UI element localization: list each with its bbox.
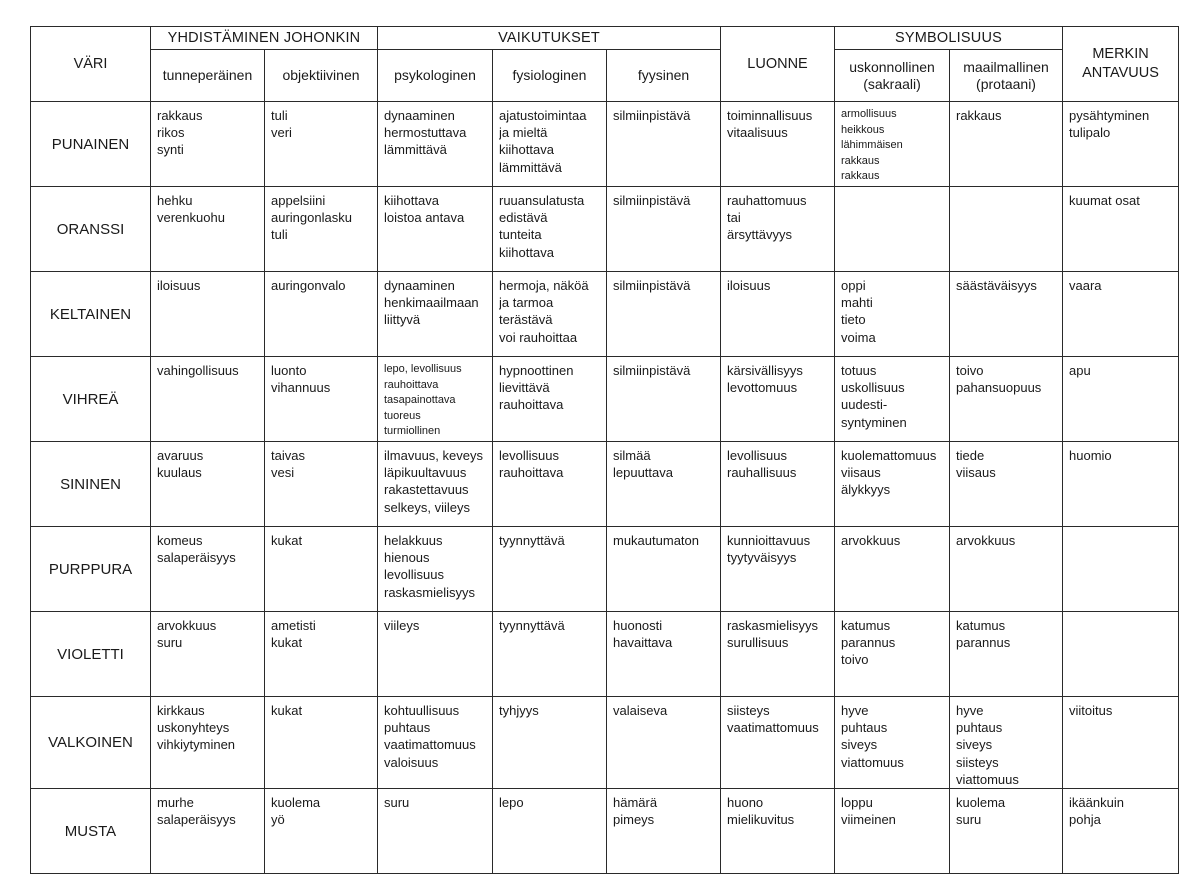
cell-line: uskonyhteys [157, 720, 230, 736]
cell-fysiologinen [493, 697, 607, 789]
cell-fysiologinen [493, 102, 607, 187]
cell-uskonnollinen [835, 697, 950, 789]
cell-fyysinen [607, 612, 721, 697]
cell-line: kiihottava [384, 193, 439, 208]
cell-line: levollisuus [727, 448, 787, 463]
cell-line: iloisuus [157, 278, 201, 293]
header-maailmallinen [950, 50, 1063, 102]
header-yhdistaminen: YHDISTÄMINEN JOHONKIN [151, 27, 378, 50]
cell-luonne [721, 272, 835, 357]
cell-line: rakkaus [157, 108, 203, 123]
header-tunneperainen: tunneperäinen [151, 50, 265, 102]
cell-line: rakastettavuus [384, 482, 469, 498]
cell-line: siisteys [727, 703, 770, 718]
cell-luonne [721, 789, 835, 874]
cell-line: salaperäisyys [157, 812, 236, 828]
cell-line: rakkaus [841, 170, 880, 182]
cell-maailmallinen [950, 442, 1063, 527]
cell-line: helakkuus [384, 533, 443, 548]
cell-fysiologinen [493, 272, 607, 357]
cell-maailmallinen [950, 612, 1063, 697]
cell-line: rauhallisuus [727, 465, 797, 481]
cell-merkin [1063, 789, 1179, 874]
cell-line: loistoa antava [384, 210, 465, 226]
cell-line: kiihottava [499, 142, 554, 158]
table-row [31, 272, 1179, 357]
cell-line: viisaus [841, 465, 881, 481]
cell-line: viattomuus [841, 754, 904, 770]
cell-line: katumus [841, 618, 891, 633]
cell-line: tyytyväisyys [727, 550, 797, 566]
cell-line: rauhoittava [499, 397, 564, 413]
header-symbolisuus: SYMBOLISUUS [835, 27, 1063, 50]
cell-line: hienous [384, 550, 430, 566]
cell-tunneperainen [151, 187, 265, 272]
cell-uskonnollinen [835, 102, 950, 187]
cell-line: valoisuus [384, 754, 439, 770]
cell-line: ruuansulatusta [499, 193, 585, 208]
cell-line: kuolemattomuus [841, 448, 937, 463]
cell-uskonnollinen [835, 357, 950, 442]
cell-line: taivas [271, 448, 305, 463]
cell-line: tyhjyys [499, 703, 539, 718]
cell-psykologinen [378, 527, 493, 612]
cell-objektiivinen [265, 612, 378, 697]
cell-line: ilmavuus, keveys [384, 448, 483, 463]
cell-line: yö [271, 812, 285, 828]
cell-line: kirkkaus [157, 703, 205, 718]
header-merkin-antavuus [1063, 27, 1179, 102]
cell-line: suru [956, 812, 982, 828]
cell-line: kuumat osat [1069, 193, 1140, 208]
cell-line: kiihottava [499, 244, 554, 260]
cell-line: puhtaus [956, 720, 1003, 736]
header-merkin-line2: ANTAVUUS [1082, 65, 1159, 81]
cell-line: viitoitus [1069, 703, 1113, 718]
cell-line: tyynnyttävä [499, 533, 565, 548]
cell-line: suru [384, 795, 410, 811]
cell-line: raskasmielisyys [727, 618, 819, 633]
cell-line: lähimmäisen [841, 139, 903, 151]
cell-line: valaiseva [613, 703, 668, 718]
header-objektiivinen: objektiivinen [265, 50, 378, 102]
cell-line: salaperäisyys [157, 550, 236, 566]
cell-fysiologinen [493, 527, 607, 612]
cell-line: ikäänkuin [1069, 795, 1124, 811]
cell-line: tieto [841, 312, 866, 328]
cell-line: auringonvalo [271, 278, 346, 293]
cell-line: havaittava [613, 635, 673, 651]
cell-line: parannus [956, 635, 1011, 651]
cell-line: voi rauhoittaa [499, 329, 578, 345]
cell-line: kukat [271, 635, 303, 651]
cell-luonne [721, 612, 835, 697]
cell-line: liittyvä [384, 312, 421, 328]
cell-line: tyynnyttävä [499, 618, 565, 633]
cell-line: huono [727, 795, 764, 811]
table-row [31, 789, 1179, 874]
color-name: VIOLETTI [31, 612, 151, 697]
cell-uskonnollinen [835, 187, 950, 272]
cell-luonne [721, 102, 835, 187]
cell-line: hyve [956, 703, 984, 718]
cell-line: pimeys [613, 812, 655, 828]
cell-line: silmää [613, 448, 651, 463]
cell-psykologinen [378, 697, 493, 789]
cell-line: raskasmielisyys [384, 584, 476, 600]
table-row [31, 442, 1179, 527]
cell-line: tulipalo [1069, 125, 1111, 141]
cell-fyysinen [607, 187, 721, 272]
cell-line: vitaalisuus [727, 125, 788, 141]
header-fyysinen: fyysinen [607, 50, 721, 102]
cell-line: älykkyys [841, 482, 891, 498]
cell-line: viimeinen [841, 812, 896, 828]
cell-fysiologinen [493, 187, 607, 272]
cell-line: iloisuus [727, 278, 771, 293]
header-vari: VÄRI [31, 27, 151, 102]
cell-psykologinen [378, 357, 493, 442]
color-name: PURPPURA [31, 527, 151, 612]
cell-line: pysähtyminen [1069, 108, 1150, 123]
cell-line: lepo, levollisuus [384, 363, 462, 375]
cell-line: kuolema [956, 795, 1006, 811]
cell-line: apu [1069, 363, 1091, 378]
header-fysiologinen: fysiologinen [493, 50, 607, 102]
cell-luonne [721, 187, 835, 272]
cell-line: voima [841, 329, 876, 345]
color-name: PUNAINEN [31, 102, 151, 187]
header-maailmallinen-line2: (protaani) [976, 75, 1036, 92]
cell-psykologinen [378, 102, 493, 187]
cell-line: viattomuus [956, 771, 1019, 787]
cell-line: ja mieltä [499, 125, 548, 141]
cell-line: lämmittävä [499, 159, 562, 175]
table-row [31, 612, 1179, 697]
cell-psykologinen [378, 612, 493, 697]
cell-merkin [1063, 442, 1179, 527]
cell-line: kohtuullisuus [384, 703, 460, 718]
cell-line: ja tarmoa [499, 295, 554, 311]
cell-line: kärsivällisyys [727, 363, 803, 378]
cell-fyysinen [607, 102, 721, 187]
cell-objektiivinen [265, 272, 378, 357]
table-row [31, 357, 1179, 442]
table-row [31, 527, 1179, 612]
cell-line: tai [727, 210, 741, 226]
cell-line: levollisuus [384, 567, 444, 583]
cell-objektiivinen [265, 357, 378, 442]
cell-line: silmiinpistävä [613, 193, 691, 208]
cell-line: arvokkuus [157, 618, 217, 633]
cell-line: auringonlasku [271, 210, 352, 226]
header-merkin-line1: MERKIN [1092, 46, 1149, 62]
cell-line: levottomuus [727, 380, 798, 396]
color-name: VALKOINEN [31, 697, 151, 789]
cell-line: vihkiytyminen [157, 737, 236, 753]
cell-line: läpikuultavuus [384, 465, 467, 481]
cell-psykologinen [378, 442, 493, 527]
cell-line: tuoreus [384, 409, 421, 422]
cell-objektiivinen [265, 789, 378, 874]
cell-tunneperainen [151, 697, 265, 789]
cell-psykologinen [378, 187, 493, 272]
cell-line: lievittävä [499, 380, 550, 396]
cell-merkin [1063, 697, 1179, 789]
header-luonne: LUONNE [721, 27, 835, 102]
cell-fysiologinen [493, 442, 607, 527]
cell-merkin [1063, 272, 1179, 357]
cell-line: hyve [841, 703, 869, 718]
cell-line: rakkaus [841, 154, 880, 167]
cell-merkin [1063, 357, 1179, 442]
cell-line: rauhoittava [499, 465, 564, 481]
cell-line: huomio [1069, 448, 1112, 463]
header-maailmallinen-line1: maailmallinen [963, 58, 1049, 75]
cell-line: silmiinpistävä [613, 363, 691, 378]
cell-uskonnollinen [835, 442, 950, 527]
cell-line: katumus [956, 618, 1006, 633]
cell-line: viileys [384, 618, 420, 633]
header-uskonnollinen [835, 50, 950, 102]
cell-line: oppi [841, 278, 866, 293]
cell-line: vaatimattomuus [727, 720, 819, 736]
cell-maailmallinen [950, 102, 1063, 187]
cell-maailmallinen [950, 272, 1063, 357]
cell-merkin [1063, 102, 1179, 187]
cell-line: tuli [271, 108, 288, 123]
cell-maailmallinen [950, 187, 1063, 272]
cell-line: lepuuttava [613, 465, 673, 481]
cell-fysiologinen [493, 357, 607, 442]
cell-line: vihannuus [271, 380, 331, 396]
cell-line: synti [157, 142, 184, 158]
cell-line: siisteys [956, 754, 999, 770]
cell-line: rakkaus [956, 108, 1002, 123]
color-name: KELTAINEN [31, 272, 151, 357]
cell-psykologinen [378, 789, 493, 874]
cell-tunneperainen [151, 272, 265, 357]
cell-line: kuulaus [157, 465, 202, 481]
cell-line: turmiollinen [384, 425, 441, 437]
cell-line: toiminnallisuus [727, 108, 813, 123]
cell-line: pohja [1069, 812, 1101, 828]
cell-line: levollisuus [499, 448, 559, 463]
cell-line: edistävä [499, 210, 548, 226]
cell-fyysinen [607, 357, 721, 442]
table-body [31, 102, 1179, 874]
cell-line: syntyminen [841, 414, 907, 430]
cell-tunneperainen [151, 357, 265, 442]
cell-line: kukat [271, 703, 303, 718]
cell-line: dynaaminen [384, 108, 455, 123]
cell-luonne [721, 697, 835, 789]
cell-line: rauhoittava [384, 378, 439, 391]
cell-line: rikos [157, 125, 185, 141]
cell-line: murhe [157, 795, 194, 811]
cell-tunneperainen [151, 442, 265, 527]
cell-line: hermoja, näköä [499, 278, 589, 293]
color-symbolism-table [30, 26, 1178, 860]
cell-line: loppu [841, 795, 873, 811]
cell-line: parannus [841, 635, 896, 651]
cell-objektiivinen [265, 187, 378, 272]
cell-tunneperainen [151, 527, 265, 612]
color-name: VIHREÄ [31, 357, 151, 442]
cell-line: silmiinpistävä [613, 278, 691, 293]
cell-line: appelsiini [271, 193, 326, 208]
cell-line: luonto [271, 363, 307, 378]
cell-objektiivinen [265, 697, 378, 789]
cell-line: kukat [271, 533, 303, 548]
cell-line: vaatimattomuus [384, 737, 476, 753]
cell-line: hypnoottinen [499, 363, 574, 378]
cell-line: vahingollisuus [157, 363, 239, 378]
cell-line: puhtaus [841, 720, 888, 736]
cell-fyysinen [607, 272, 721, 357]
cell-line: tuli [271, 227, 288, 243]
cell-line: siveys [956, 737, 993, 753]
cell-line: uudesti- [841, 397, 888, 413]
cell-line: hehku [157, 193, 193, 208]
cell-line: arvokkuus [841, 533, 901, 548]
cell-line: uskollisuus [841, 380, 905, 396]
cell-line: tasapainottava [384, 394, 456, 406]
cell-fysiologinen [493, 789, 607, 874]
cell-line: säästäväisyys [956, 278, 1037, 293]
cell-uskonnollinen [835, 272, 950, 357]
cell-line: mahti [841, 295, 873, 311]
cell-line: tiede [956, 448, 985, 463]
cell-objektiivinen [265, 442, 378, 527]
cell-line: silmiinpistävä [613, 108, 691, 123]
cell-luonne [721, 442, 835, 527]
cell-fysiologinen [493, 612, 607, 697]
cell-uskonnollinen [835, 527, 950, 612]
color-name: ORANSSI [31, 187, 151, 272]
cell-objektiivinen [265, 527, 378, 612]
cell-merkin [1063, 527, 1179, 612]
cell-merkin [1063, 612, 1179, 697]
cell-line: terästävä [499, 312, 553, 328]
color-name: MUSTA [31, 789, 151, 874]
cell-line: suru [157, 635, 183, 651]
cell-tunneperainen [151, 612, 265, 697]
cell-line: selkeys, viileys [384, 499, 470, 515]
cell-fyysinen [607, 527, 721, 612]
cell-luonne [721, 357, 835, 442]
color-name: SININEN [31, 442, 151, 527]
cell-line: henkimaailmaan [384, 295, 479, 311]
cell-line: huonosti [613, 618, 663, 633]
cell-line: avaruus [157, 448, 204, 463]
cell-fyysinen [607, 442, 721, 527]
cell-maailmallinen [950, 789, 1063, 874]
cell-line: armollisuus [841, 108, 897, 120]
cell-maailmallinen [950, 697, 1063, 789]
cell-line: vesi [271, 465, 295, 481]
cell-line: verenkuohu [157, 210, 225, 226]
cell-line: pahansuopuus [956, 380, 1042, 396]
cell-line: tunteita [499, 227, 542, 243]
cell-line: ärsyttävyys [727, 227, 793, 243]
cell-line: mukautumaton [613, 533, 699, 548]
cell-uskonnollinen [835, 612, 950, 697]
cell-line: rauhattomuus [727, 193, 807, 208]
cell-line: lämmittävä [384, 142, 447, 158]
cell-line: lepo [499, 795, 524, 811]
cell-line: hermostuttava [384, 125, 467, 141]
cell-fyysinen [607, 697, 721, 789]
cell-line: mielikuvitus [727, 812, 795, 828]
cell-luonne [721, 527, 835, 612]
cell-maailmallinen [950, 527, 1063, 612]
cell-line: komeus [157, 533, 203, 548]
cell-line: viisaus [956, 465, 996, 481]
cell-line: toivo [841, 652, 869, 668]
header-psykologinen: psykologinen [378, 50, 493, 102]
header-uskonnollinen-line1: uskonnollinen [849, 58, 935, 75]
table-row [31, 102, 1179, 187]
cell-line: totuus [841, 363, 877, 378]
cell-tunneperainen [151, 102, 265, 187]
cell-line: surullisuus [727, 635, 789, 651]
cell-fyysinen [607, 789, 721, 874]
cell-line: arvokkuus [956, 533, 1016, 548]
header-uskonnollinen-line2: (sakraali) [863, 75, 921, 92]
cell-line: kuolema [271, 795, 321, 811]
cell-line: heikkous [841, 123, 885, 136]
cell-line: kunnioittavuus [727, 533, 811, 548]
cell-psykologinen [378, 272, 493, 357]
cell-merkin [1063, 187, 1179, 272]
cell-objektiivinen [265, 102, 378, 187]
cell-line: ajatustoimintaa [499, 108, 587, 123]
header-vaikutukset: VAIKUTUKSET [378, 27, 721, 50]
cell-line: toivo [956, 363, 984, 378]
cell-line: dynaaminen [384, 278, 455, 293]
cell-line: ametisti [271, 618, 316, 633]
cell-line: hämärä [613, 795, 658, 811]
cell-maailmallinen [950, 357, 1063, 442]
table-row [31, 697, 1179, 789]
table-row [31, 187, 1179, 272]
cell-line: veri [271, 125, 292, 141]
cell-tunneperainen [151, 789, 265, 874]
cell-line: vaara [1069, 278, 1102, 293]
cell-line: siveys [841, 737, 878, 753]
cell-uskonnollinen [835, 789, 950, 874]
cell-line: puhtaus [384, 720, 431, 736]
